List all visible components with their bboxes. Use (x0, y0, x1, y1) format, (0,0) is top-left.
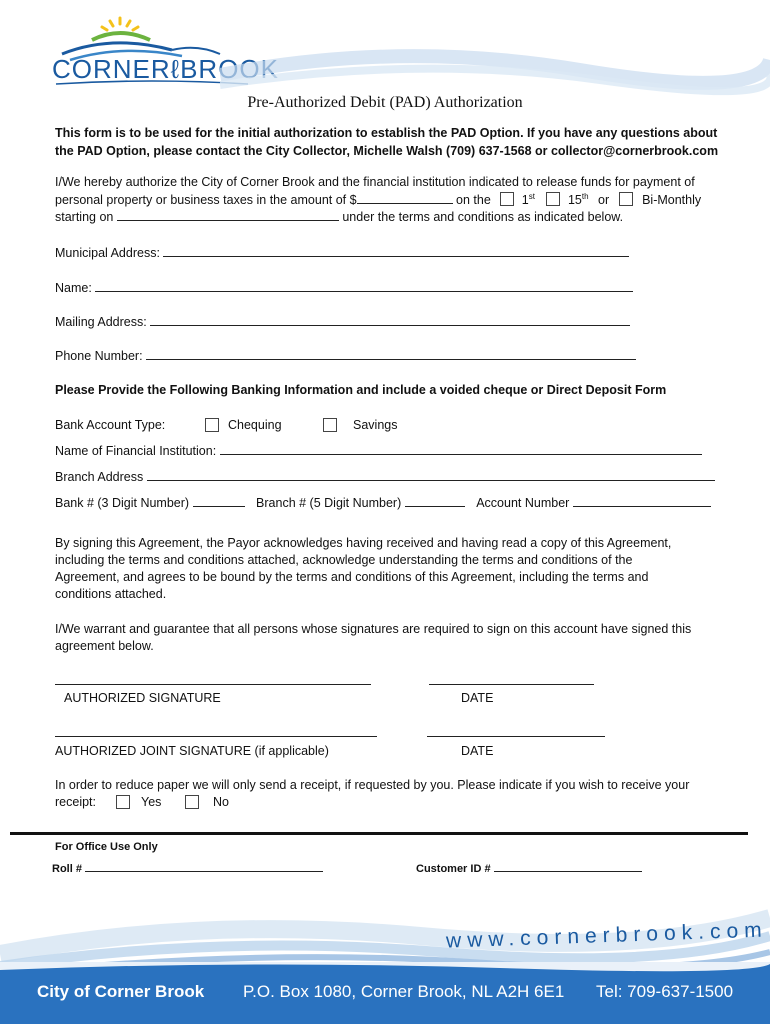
intro-line-1: This form is to be used for the initial authorization to establish the PAD Option. If you have any questions about (55, 126, 718, 140)
roll-field[interactable] (85, 861, 323, 872)
checkbox-savings[interactable] (323, 418, 337, 432)
footer-address: P.O. Box 1080, Corner Brook, NL A2H 6E1 (243, 982, 565, 1001)
institution-row: Name of Financial Institution: (55, 442, 702, 460)
agreement-line-2: including the terms and conditions attached, acknowledge understanding the terms and conditions of the (55, 553, 633, 567)
checkbox-15th[interactable] (546, 192, 560, 206)
opt-1st-label: 1st (521, 191, 535, 207)
agreement-line-4: conditions attached. (55, 587, 167, 601)
name-row: Name: (55, 279, 633, 297)
savings-label: Savings (353, 418, 398, 432)
banking-heading: Please Provide the Following Banking Information and include a voided cheque or Direct Deposit Form (55, 383, 667, 397)
mailing-address-field[interactable] (150, 313, 630, 326)
roll-row: Roll # (52, 861, 323, 875)
agreement-line-1: By signing this Agreement, the Payor acknowledges having received and having read a copy of this Agreement, (55, 536, 672, 550)
amount-label: personal property or business taxes in the amount of $ (55, 193, 357, 207)
branch-address-row: Branch Address (55, 468, 715, 486)
yes-label: Yes (141, 795, 162, 809)
date2-label: DATE (461, 744, 494, 758)
auth-signature-line[interactable] (55, 684, 371, 685)
account-number-field[interactable] (573, 494, 711, 507)
phone-row: Phone Number: (55, 347, 636, 365)
authorize-line-3 (55, 208, 623, 226)
customer-id-field[interactable] (494, 861, 642, 872)
footer-bar-wave (0, 962, 770, 976)
checkbox-chequing[interactable] (205, 418, 219, 432)
office-heading: For Office Use Only (55, 841, 158, 853)
checkbox-bimonthly[interactable] (619, 192, 633, 206)
checkbox-receipt-yes[interactable] (116, 795, 130, 809)
chequing-label: Chequing (228, 418, 282, 432)
header-wave (220, 30, 770, 100)
account-type-row: Bank Account Type: Chequing Savings (55, 418, 398, 432)
warrant-line-1: I/We warrant and guarantee that all persons whose signatures are required to sign on this account have signed this (55, 622, 692, 636)
name-field[interactable] (95, 279, 633, 292)
auth-signature-label: AUTHORIZED SIGNATURE (64, 691, 221, 705)
terms-text: under the terms and conditions as indicated below. (342, 210, 624, 224)
date1-label: DATE (461, 691, 494, 705)
intro-line-2: the PAD Option, please contact the City Collector, Michelle Walsh (709) 637-1568 or collector@cornerbrook.com (55, 144, 719, 158)
customer-id-row: Customer ID # (416, 861, 642, 875)
logo-wordmark: CORNERℓBROOK (52, 54, 279, 84)
date2-line[interactable] (427, 736, 605, 737)
bank-number-field[interactable] (193, 494, 245, 507)
starting-on-label: starting on (55, 210, 114, 224)
institution-field[interactable] (220, 442, 702, 455)
date1-line[interactable] (429, 684, 594, 685)
office-divider (10, 832, 748, 835)
municipal-address-row: Municipal Address: (55, 244, 629, 262)
branch-address-field[interactable] (147, 468, 715, 481)
bank-numbers-row: Bank # (3 Digit Number) Branch # (5 Digit Number) Account Number (55, 494, 711, 512)
branch-number-field[interactable] (405, 494, 465, 507)
website-url: www.cornerbrook.com (445, 918, 769, 953)
opt-15th-label: 15th (567, 191, 589, 207)
start-date-field[interactable] (117, 208, 339, 221)
or-label: or (598, 193, 610, 207)
checkbox-receipt-no[interactable] (185, 795, 199, 809)
checkbox-1st[interactable] (500, 192, 514, 206)
footer-city: City of Corner Brook (37, 982, 205, 1001)
municipal-address-field[interactable] (163, 244, 629, 257)
no-label: No (213, 795, 229, 809)
opt-bimonthly-label: Bi-Monthly (642, 193, 702, 207)
agreement-line-3: Agreement, and agrees to be bound by the terms and conditions of this Agreement, including the terms and (55, 570, 649, 584)
authorize-line-2: personal property or business taxes in the amount of $ on the 1st 15th or Bi-Monthly (55, 191, 702, 207)
receipt-line-1: In order to reduce paper we will only send a receipt, if requested by you. Please indicate if you wish to receive your (55, 778, 690, 792)
receipt-row: receipt: Yes No (55, 795, 229, 809)
phone-field[interactable] (146, 347, 636, 360)
joint-signature-label: AUTHORIZED JOINT SIGNATURE (if applicable) (55, 744, 329, 758)
page-title: Pre-Authorized Debit (PAD) Authorization (247, 94, 523, 111)
footer-bar (0, 962, 770, 1024)
joint-signature-line[interactable] (55, 736, 377, 737)
warrant-line-2: agreement below. (55, 639, 154, 653)
mailing-address-row: Mailing Address: (55, 313, 630, 331)
footer-tel: Tel: 709-637-1500 (596, 982, 734, 1001)
amount-field[interactable] (357, 191, 453, 204)
authorize-line-1: I/We hereby authorize the City of Corner Brook and the financial institution indicated to release funds for payment of (55, 175, 695, 189)
